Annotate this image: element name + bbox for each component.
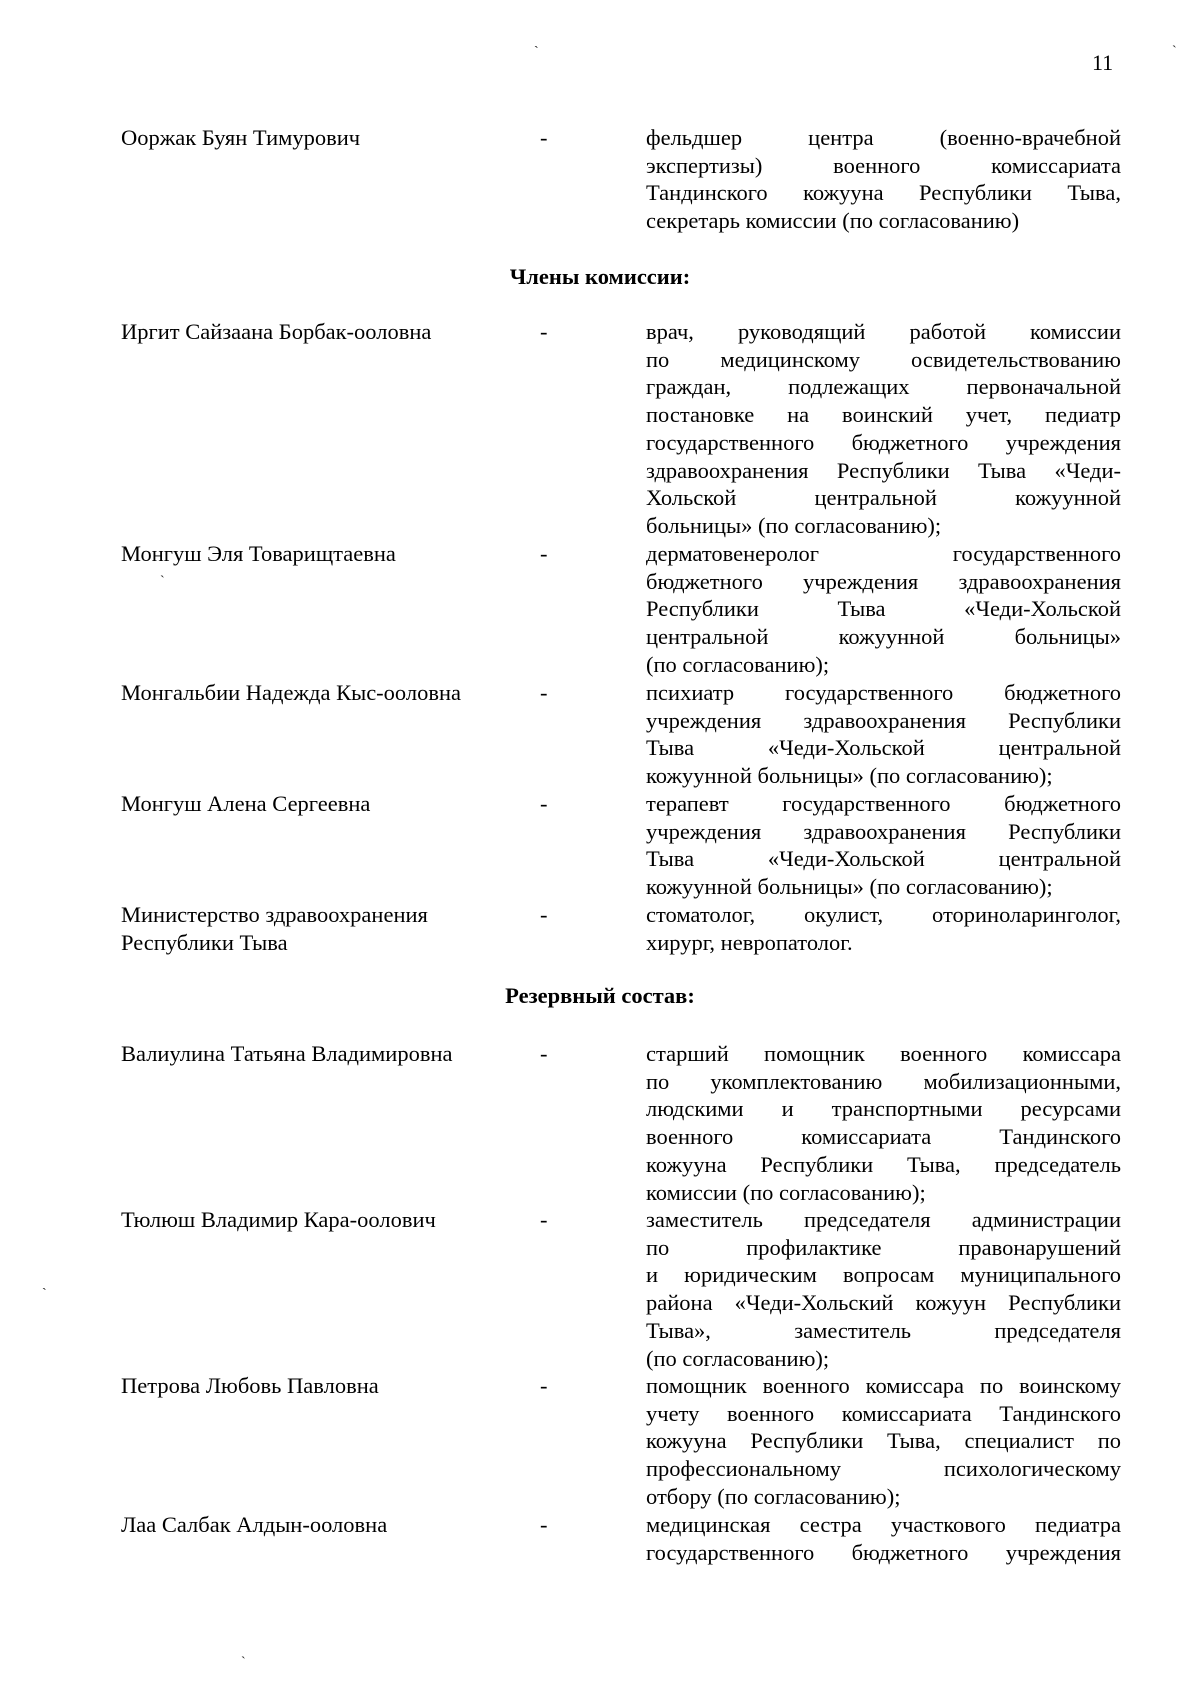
position-description: врач, руководящий работой комиссии по медицинскому освидетельствованию граждан, подлежащих первоначальной постановке на воинский учет, педиатр государственного бюджетного учреждения здравоохранения Республики Тыва «Чеди- Хольской центральной кожуунной больницы» (по согласованию);	[646, 319, 1121, 538]
scan-mark: ˋ	[160, 574, 165, 589]
dash-separator: -	[540, 1207, 548, 1232]
position-description: стоматолог, окулист, оториноларинголог, хирург, невропатолог.	[646, 902, 1121, 955]
person-name: Ооржак Буян Тимурович	[121, 125, 361, 150]
scan-mark: ˋ	[241, 1655, 246, 1670]
position-description: терапевт государственного бюджетного учреждения здравоохранения Республики Тыва «Чеди-Хольской центральной кожуунной больницы» (по согласованию);	[646, 791, 1121, 900]
person-name: Иргит Сайзаана Борбак-ооловна	[121, 319, 432, 344]
dash-separator: -	[540, 680, 548, 705]
person-name: Тюлюш Владимир Кара-оолович	[121, 1207, 436, 1232]
scan-mark: ˋ	[1172, 44, 1177, 59]
dash-separator: -	[540, 791, 548, 816]
person-name: Монгуш Алена Сергеевна	[121, 791, 371, 816]
dash-separator: -	[540, 125, 548, 150]
dash-separator: -	[540, 1373, 548, 1398]
dash-separator: -	[540, 1512, 548, 1537]
position-description: психиатр государственного бюджетного учреждения здравоохранения Республики Тыва «Чеди-Хольской центральной кожуунной больницы» (по согласованию);	[646, 680, 1121, 789]
dash-separator: -	[540, 541, 548, 566]
position-description: заместитель председателя администрации по профилактике правонарушений и юридическим вопросам муниципального района «Чеди-Хольский кожуун Республики Тыва», заместитель председателя (по согласованию);	[646, 1207, 1121, 1371]
position-description: помощник военного комиссара по воинскому учету военного комиссариата Тандинского кожууна Республики Тыва, специалист по профессиональному психологическому отбору (по согласованию);	[646, 1373, 1121, 1509]
dash-separator: -	[540, 1041, 548, 1066]
dash-separator: -	[540, 902, 548, 927]
person-name: Валиулина Татьяна Владимировна	[121, 1041, 453, 1066]
position-description: дерматовенеролог государственного бюджетного учреждения здравоохранения Республики Тыва «Чеди-Хольской центральной кожуунной больницы» (по согласованию);	[646, 541, 1121, 677]
person-name: Монгуш Эля Товарищтаевна	[121, 541, 396, 566]
dash-separator: -	[540, 319, 548, 344]
scan-mark: ˏ	[42, 1276, 47, 1291]
reserve-heading: Резервный состав:	[505, 983, 695, 1008]
position-description: фельдшер центра (военно-врачебной экспертизы) военного комиссариата Тандинского кожууна Республики Тыва, секретарь комиссии (по согласованию)	[646, 125, 1121, 234]
person-name: Лаа Салбак Алдын-ооловна	[121, 1512, 388, 1537]
position-description: медицинская сестра участкового педиатра государственного бюджетного учреждения	[646, 1512, 1121, 1565]
organization-name: Министерство здравоохранения Республики Тыва	[121, 902, 428, 955]
position-description: старший помощник военного комиссара по укомплектованию мобилизационными, людскими и транспортными ресурсами военного комиссариата Тандинского кожууна Республики Тыва, председатель комиссии (по согласованию);	[646, 1041, 1121, 1205]
page-number: 11	[1092, 50, 1114, 75]
members-heading: Члены комиссии:	[509, 264, 691, 289]
person-name: Монгальбии Надежда Кыс-ооловна	[121, 680, 462, 705]
person-name: Петрова Любовь Павловна	[121, 1373, 379, 1398]
scan-mark: ˏ	[534, 34, 539, 49]
